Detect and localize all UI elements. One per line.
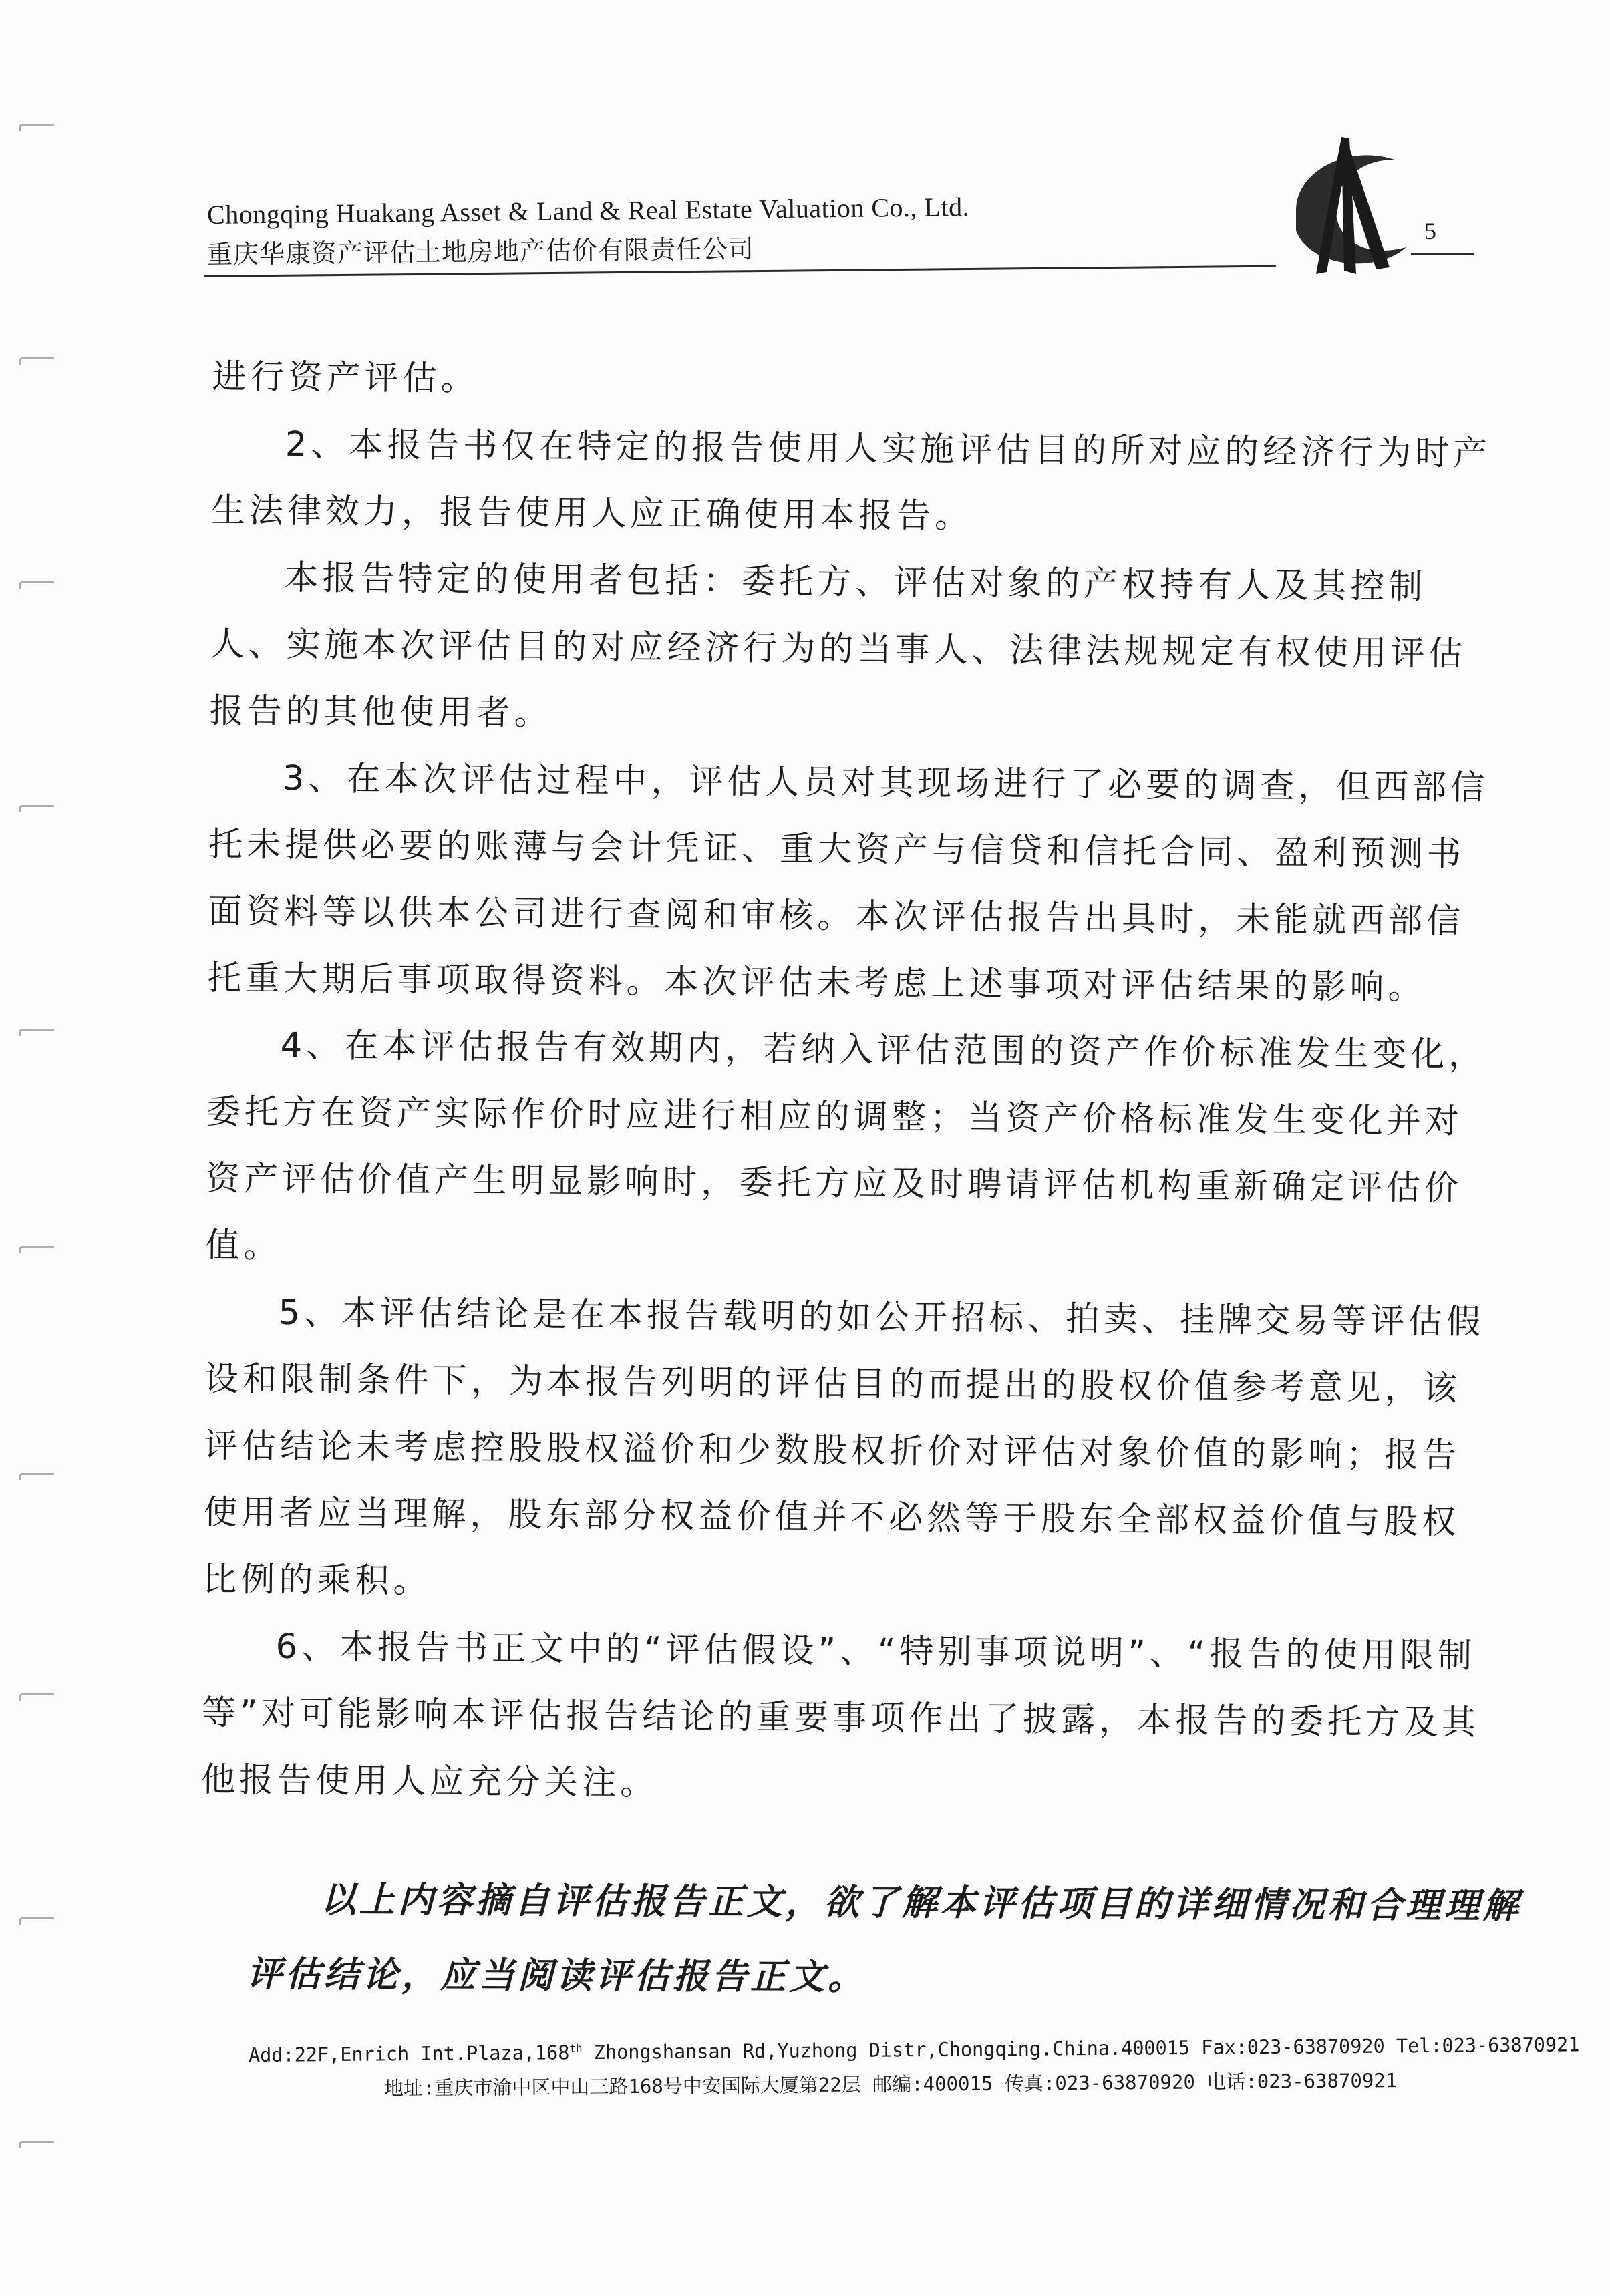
binding-mark bbox=[19, 357, 54, 365]
paragraph-item-6: 6、本报告书正文中的“评估假设”、“特别事项说明”、“报告的使用限制等”对可能影响本评估报告结论的重要事项作出了披露，本报告的委托方及其他报告使用人应充分关注。 bbox=[200, 1627, 1480, 1804]
paragraph-item-2: 2、本报告书仅在特定的报告使用人实施评估目的所对应的经济行为时产生法律效力，报告使用人应正确使用本报告。 bbox=[210, 424, 1492, 536]
footer-address-english bbox=[249, 2033, 1580, 2066]
binding-mark bbox=[19, 1029, 54, 1036]
binding-mark bbox=[19, 805, 54, 812]
footer-address-prefix: Add:22F,Enrich Int.Plaza,168 bbox=[248, 2041, 570, 2066]
footer-address-chinese: 地址:重庆市渝中区中山三路168号中安国际大厦第22层 邮编:400015 传真:023-63870920 电话:023-63870921 bbox=[383, 2069, 1398, 2100]
paragraph-users: 本报告特定的使用者包括：委托方、评估对象的产权持有人及其控制人、实施本次评估目的对应经济行为的当事人、法律法规规定有权使用评估报告的其他使用者。 bbox=[209, 558, 1467, 734]
page-number-underline bbox=[1411, 253, 1474, 255]
closing-statement: 以上内容摘自评估报告正文，欲了解本评估项目的详细情况和合理理解评估结论，应当阅读评估报告正文。 bbox=[246, 1879, 1522, 1998]
binding-mark bbox=[19, 1917, 54, 1925]
footer-address-superscript: th bbox=[569, 2041, 583, 2055]
company-name-chinese: 重庆华康资产评估土地房地产估价有限责任公司 bbox=[206, 234, 755, 269]
binding-mark bbox=[19, 1473, 54, 1480]
page-number: 5 bbox=[1424, 218, 1436, 244]
footer-address-suffix: Zhongshansan Rd,Yuzhong Distr,Chongqing.China.400015 Fax:023-63870920 Tel:023-63870921 bbox=[582, 2033, 1580, 2064]
binding-mark bbox=[19, 1246, 54, 1253]
company-logo-icon bbox=[1269, 130, 1423, 277]
binding-mark bbox=[19, 124, 54, 131]
binding-mark bbox=[19, 2141, 54, 2148]
binding-mark bbox=[19, 1693, 54, 1701]
paragraph-continuation: 进行资产评估。 bbox=[212, 357, 479, 399]
binding-mark bbox=[19, 581, 54, 589]
report-body bbox=[201, 344, 1495, 1824]
company-name-english: Chongqing Huakang Asset & Land & Real Estate Valuation Co., Ltd. bbox=[206, 192, 970, 230]
paragraph-item-3: 3、在本次评估过程中，评估人员对其现场进行了必要的调查，但西部信托未提供必要的账薄与会计凭证、重大资产与信贷和信托合同、盈利预测书面资料等以供本公司进行查阅和审核。本次评估报告出具时，未能就西部信托重大期后事项取得资料。本次评估未考虑上述事项对评估结果的影响。 bbox=[207, 758, 1489, 1008]
paragraph-item-4: 4、在本评估报告有效期内，若纳入评估范围的资产作价标准发生变化，委托方在资产实际作价时应进行相应的调整；当资产价格标准发生变化并对资产评估价值产生明显影响时，委托方应及时聘请评估机构重新确定评估价值。 bbox=[205, 1025, 1487, 1266]
paragraph-item-5: 5、本评估结论是在本报告载明的如公开招标、拍卖、挂牌交易等评估假设和限制条件下，为本报告列明的评估目的而提出的股权价值参考意见，该评估结论未考虑控股股权溢价和少数股权折价对评估对象价值的影响；报告使用者应当理解，股东部分权益价值并不必然等于股东全部权益价值与股权比例的乘积。 bbox=[202, 1293, 1485, 1601]
